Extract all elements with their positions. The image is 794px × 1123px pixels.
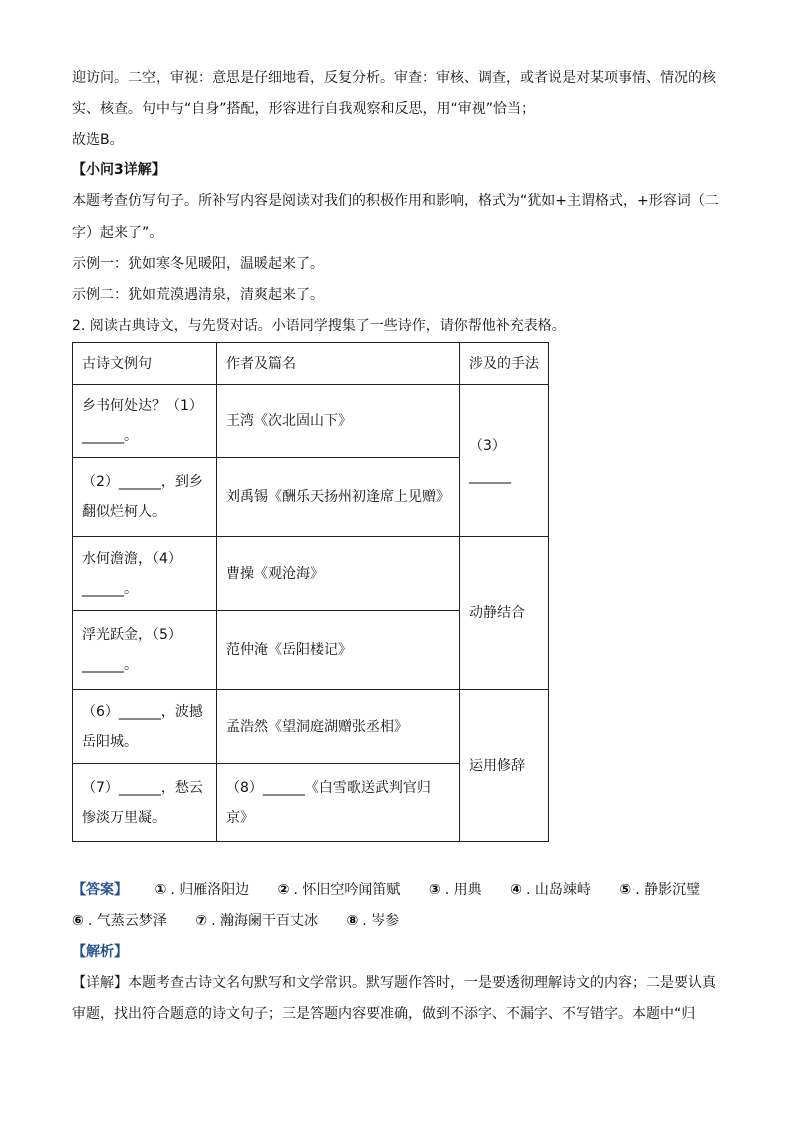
answer-item bbox=[510, 880, 591, 900]
answer-item bbox=[429, 880, 482, 900]
poem-line-cell bbox=[73, 764, 217, 842]
table-header-row bbox=[73, 343, 549, 385]
header-cell: 作者及篇名 bbox=[217, 343, 460, 385]
table-row bbox=[73, 690, 549, 764]
poem-line: 惨淡万里凝。 bbox=[82, 809, 166, 826]
header-cell: 古诗文例句 bbox=[73, 343, 217, 385]
author-line: 京》 bbox=[226, 809, 254, 826]
paragraph-line: 迎访问。二空，审视：意思是仔细地看，反复分析。审查：审核、调查，或者说是对某项事情、情况的核 bbox=[72, 70, 716, 86]
paragraph-line: 故选B。 bbox=[72, 132, 124, 148]
answer-number: ① bbox=[154, 882, 167, 898]
answer-text: . 怀旧空吟闻笛赋 bbox=[293, 882, 401, 898]
poem-line: 浮光跃金，（5） bbox=[82, 627, 182, 643]
poem-line: （2）______，到乡 bbox=[82, 474, 203, 490]
paragraph-line: 本题考查仿写句子。所补写内容是阅读对我们的积极作用和影响，格式为“犹如+主谓格式，+形容词（二 bbox=[72, 193, 719, 209]
answer-number: ⑥ bbox=[72, 913, 84, 929]
poem-line: ______。 bbox=[82, 657, 138, 673]
analysis-label: 【解析】 bbox=[72, 944, 128, 960]
author-cell: 孟浩然《望洞庭湖赠张丞相》 bbox=[217, 690, 460, 764]
header-cell: 涉及的手法 bbox=[460, 343, 549, 385]
paragraph-line: 审题，找出符合题意的诗文句子；三是答题内容要准确，做到不添字、不漏字、不写错字。本题中“归 bbox=[72, 1006, 696, 1022]
poem-line-cell bbox=[73, 385, 217, 458]
answer-text: . 气蒸云梦泽 bbox=[87, 913, 167, 929]
answer-number: ② bbox=[277, 882, 290, 898]
method-cell: 运用修辞 bbox=[460, 690, 549, 842]
answers-line-2 bbox=[72, 911, 399, 931]
answer-item bbox=[72, 911, 167, 931]
poem-line: ______。 bbox=[82, 580, 138, 597]
poem-line: 翻似烂柯人。 bbox=[82, 504, 166, 520]
answer-text: . 岑参 bbox=[362, 913, 400, 929]
poem-line-cell bbox=[73, 537, 217, 611]
paragraph-line: 【详解】本题考查古诗文名句默写和文学常识。默写题作答时，一是要透彻理解诗文的内容；二是要认真 bbox=[72, 975, 716, 991]
paragraph-line: 示例二：犹如荒漠遇清泉，清爽起来了。 bbox=[72, 287, 324, 303]
poem-line: （6）______，波撼 bbox=[82, 703, 203, 720]
answer-text: . 归雁洛阳边 bbox=[170, 882, 250, 898]
section-heading: 【小问3详解】 bbox=[72, 162, 166, 178]
answer-number: ⑤ bbox=[619, 882, 632, 898]
method-cell bbox=[460, 385, 549, 537]
answer-number: ⑦ bbox=[195, 913, 208, 929]
author-cell: 刘禹锡《酬乐天扬州初逢席上见赠》 bbox=[217, 458, 460, 537]
answer-text: . 用典 bbox=[444, 882, 482, 898]
table-row bbox=[73, 537, 549, 611]
answers-line-1 bbox=[72, 880, 700, 900]
poem-line-cell bbox=[73, 611, 217, 690]
answer-item bbox=[278, 880, 401, 900]
answer-number: ④ bbox=[510, 882, 522, 898]
answer-item bbox=[619, 880, 700, 900]
poem-line: （7）______，愁云 bbox=[82, 779, 203, 796]
method-line: （3） bbox=[469, 437, 506, 454]
poem-line: 水何澹澹，（4） bbox=[82, 550, 182, 567]
answer-text: . 瀚海阑干百丈冰 bbox=[211, 913, 318, 929]
method-cell: 动静结合 bbox=[460, 537, 549, 690]
author-cell: 王湾《次北固山下》 bbox=[217, 385, 460, 458]
author-line: （8）______《白雪歌送武判官归 bbox=[226, 779, 431, 796]
poem-table bbox=[72, 342, 549, 842]
answer-item bbox=[195, 911, 318, 931]
answer-label: 【答案】 bbox=[72, 882, 128, 898]
answer-item bbox=[346, 911, 399, 931]
answer-text: . 山岛竦峙 bbox=[525, 882, 591, 898]
table-row bbox=[73, 385, 549, 458]
poem-line-cell bbox=[73, 458, 217, 537]
poem-line-cell bbox=[73, 690, 217, 764]
answer-number: ⑧ bbox=[346, 913, 359, 929]
paragraph-line: 字）起来了”。 bbox=[72, 225, 164, 241]
author-cell: 曹操《观沧海》 bbox=[217, 537, 460, 611]
paragraph-line: 示例一：犹如寒冬见暖阳，温暖起来了。 bbox=[72, 256, 324, 272]
answer-text: . 静影沉璧 bbox=[635, 882, 701, 898]
poem-line: 乡书何处达？（1） bbox=[82, 398, 203, 414]
answer-number: ③ bbox=[428, 882, 441, 898]
answer-item bbox=[154, 880, 249, 900]
poem-line: ______。 bbox=[82, 428, 138, 444]
method-line: ______ bbox=[469, 467, 511, 484]
paragraph-line: 实、核查。句中与“自身”搭配，形容进行自我观察和反思，用“审视”恰当； bbox=[72, 101, 536, 117]
poem-line: 岳阳城。 bbox=[82, 733, 138, 750]
author-cell: 范仲淹《岳阳楼记》 bbox=[217, 611, 460, 690]
author-cell bbox=[217, 764, 460, 842]
question-title: 2. 阅读古典诗文，与先贤对话。小语同学搜集了一些诗作，请你帮他补充表格。 bbox=[72, 318, 566, 334]
